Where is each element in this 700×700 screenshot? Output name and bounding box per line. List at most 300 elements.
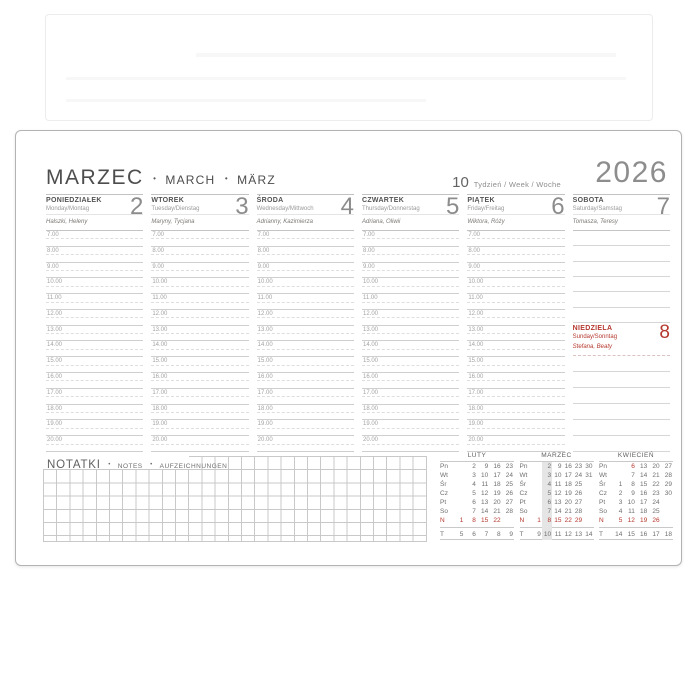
hour-slot [46, 420, 143, 436]
namedays: Stefana, Beaty [572, 344, 613, 350]
previous-page-edge [45, 14, 653, 121]
day-header [362, 193, 460, 220]
month-title-pl: MARZEC [46, 166, 144, 189]
date-cell: 11 [628, 508, 635, 515]
date-cell: 9 [631, 490, 635, 497]
bullet-icon: • [153, 174, 156, 183]
date-cell: 16 [493, 463, 501, 470]
hour-label: 10.00 [363, 279, 379, 286]
date-cell: 20 [652, 463, 660, 470]
ghost-showthrough-line [66, 77, 626, 80]
weekday-label: Pn [440, 463, 448, 470]
date-cell [583, 489, 593, 498]
date-cell: 30 [664, 490, 673, 497]
mini-calendar-row [520, 471, 594, 480]
day-number: 2 [129, 193, 144, 220]
hour-slot [151, 405, 248, 421]
hour-label: 12.00 [363, 310, 379, 317]
date-cell: 23 [652, 490, 660, 497]
day-number: 7 [656, 193, 670, 220]
hour-slot [362, 231, 459, 247]
notes-title-pl: NOTATKI [47, 459, 101, 471]
hour-slot [362, 373, 459, 389]
date-cell: 7 [472, 508, 476, 515]
date-cell: 18 [564, 481, 572, 488]
hour-label: 20.00 [47, 437, 63, 444]
weekday-label: Pt [519, 499, 526, 506]
date-cell [532, 489, 542, 498]
hour-slot [467, 373, 564, 389]
mini-calendar-row [440, 471, 514, 480]
date-cell: 25 [652, 508, 660, 515]
hour-label: 16.00 [47, 374, 63, 381]
date-cell: 23 [505, 463, 514, 470]
date-cell: 18 [639, 508, 648, 515]
hour-slot [257, 341, 354, 357]
hour-slot [151, 341, 248, 357]
day-column-friday [467, 194, 564, 452]
date-cell: 4 [618, 508, 623, 515]
date-cell: 5 [472, 490, 476, 497]
hour-label: 15.00 [47, 358, 63, 365]
hour-slot [362, 247, 459, 263]
hour-slot [151, 436, 248, 452]
notes-label-area [43, 454, 228, 471]
hour-label: 20.00 [152, 437, 168, 444]
hour-slot [46, 247, 143, 263]
mini-calendar-row [599, 516, 673, 525]
weekday-label: N [519, 517, 525, 524]
weekday-label: Śr [440, 481, 447, 488]
namedays: Tomasza, Teresy [573, 215, 670, 231]
hour-label: 12.00 [468, 310, 484, 317]
hour-label: 17.00 [257, 389, 273, 396]
hour-slot [257, 247, 354, 263]
hour-slot [362, 326, 459, 342]
ghost-showthrough-line [66, 99, 426, 102]
hour-label: 15.00 [152, 358, 168, 365]
weekday-label: So [440, 508, 448, 515]
hour-slot [46, 294, 143, 310]
date-cell [583, 480, 593, 489]
day-name: SOBOTA [572, 197, 604, 204]
week-number-cell: 7 [484, 531, 489, 538]
hour-label: 13.00 [468, 326, 484, 333]
mini-calendar-row [599, 507, 673, 516]
date-cell: 4 [472, 481, 476, 488]
hour-slot [467, 326, 564, 342]
week-caption: Tydzień / Week / Woche [473, 180, 561, 189]
date-cell: 24 [574, 472, 583, 479]
day-number: 4 [340, 193, 354, 220]
hour-grid [46, 231, 143, 452]
notes-title [47, 455, 227, 473]
date-cell: 1 [618, 481, 623, 488]
date-cell [532, 498, 542, 507]
hour-label: 17.00 [152, 389, 168, 396]
week-number-cell: 13 [574, 531, 583, 538]
hour-label: 16.00 [152, 374, 168, 381]
hour-slot [46, 310, 143, 326]
hour-label: 19.00 [152, 421, 168, 428]
date-cell: 6 [547, 499, 552, 506]
day-number: 3 [235, 193, 249, 220]
weekday-label: Wt [519, 472, 528, 479]
date-cell: 12 [554, 490, 562, 497]
date-cell [452, 471, 464, 480]
hour-slot [151, 420, 248, 436]
hour-slot [467, 357, 564, 373]
weekday-label: N [440, 517, 445, 524]
hour-label: 8.00 [468, 247, 481, 254]
day-name: NIEDZIELA [572, 325, 613, 332]
mini-calendar [520, 452, 594, 540]
date-cell: 19 [564, 490, 572, 497]
date-cell: 8 [472, 517, 476, 524]
hour-slot [151, 294, 248, 310]
namedays: Adriana, Oliwii [362, 215, 459, 231]
date-cell [532, 507, 542, 516]
hour-label: 10.00 [152, 279, 168, 286]
hour-slot [151, 247, 248, 263]
hour-label: 13.00 [152, 326, 168, 333]
mini-calendar-row [440, 516, 514, 525]
ruled-line [573, 356, 670, 372]
hour-label: 7.00 [152, 232, 165, 238]
mini-calendar-week-numbers-row [440, 528, 514, 537]
hour-slot [257, 405, 354, 421]
hour-slot [467, 310, 564, 326]
mini-calendar-row [440, 498, 514, 507]
week-number-cell: 12 [564, 531, 572, 538]
mini-calendar-row [440, 462, 514, 471]
date-cell: 15 [480, 517, 489, 524]
mini-calendar-row [520, 507, 594, 516]
date-cell: 22 [652, 481, 660, 488]
date-cell [452, 489, 464, 498]
date-cell [532, 462, 542, 471]
date-cell: 24 [505, 472, 514, 479]
hour-grid [467, 231, 564, 452]
hour-label: 10.00 [47, 279, 63, 286]
mini-calendar [599, 452, 673, 540]
weekday-label: N [599, 517, 604, 524]
hour-slot [362, 278, 459, 294]
date-cell [661, 516, 673, 525]
date-cell: 1 [537, 517, 541, 524]
namedays: Maryny, Tycjana [151, 215, 248, 231]
weekday-label: Cz [440, 490, 448, 497]
bullet-icon: • [224, 174, 228, 183]
mini-calendar-row [599, 462, 673, 471]
date-cell: 17 [639, 499, 648, 506]
hour-label: 11.00 [152, 295, 167, 302]
hour-slot [46, 357, 143, 373]
hour-label: 15.00 [363, 358, 379, 365]
date-cell: 7 [631, 472, 635, 479]
mini-calendar-row [440, 507, 514, 516]
hour-label: 17.00 [468, 389, 484, 396]
month-title [46, 166, 276, 190]
hour-label: 9.00 [47, 263, 59, 270]
date-cell: 14 [639, 472, 648, 479]
hour-label: 18.00 [47, 405, 63, 412]
date-cell: 3 [547, 472, 552, 479]
saturday-sunday-area [573, 231, 670, 452]
date-cell: 8 [631, 481, 635, 488]
hour-slot [362, 420, 459, 436]
day-column-saturday [573, 194, 670, 452]
day-name-translations: Saturday/Samstag [572, 206, 623, 212]
date-cell: 19 [639, 517, 648, 524]
namedays: Halszki, Heleny [46, 215, 143, 231]
mini-calendar-row [520, 462, 594, 471]
date-cell: 10 [554, 472, 562, 479]
notes-title-en: NOTES [117, 463, 143, 470]
day-column-tuesday [151, 194, 248, 452]
ruled-line [573, 277, 670, 292]
date-cell: 26 [574, 490, 583, 497]
date-cell: 6 [631, 463, 635, 470]
date-cell: 9 [557, 463, 562, 470]
weekday-label: T [440, 531, 444, 538]
date-cell [532, 480, 542, 489]
hour-slot [467, 294, 564, 310]
date-cell: 6 [472, 499, 476, 506]
ruled-line [573, 308, 670, 323]
ruled-line [573, 372, 670, 388]
date-cell: 25 [505, 481, 514, 488]
date-cell [502, 516, 514, 525]
date-cell: 21 [493, 508, 501, 515]
hour-slot [362, 357, 459, 373]
hour-slot [362, 294, 459, 310]
namedays: Wiktora, Róży [467, 215, 564, 231]
date-cell: 3 [618, 499, 623, 506]
year: 2026 [595, 156, 668, 189]
mini-calendar-row [599, 489, 673, 498]
weekday-label: Pn [599, 463, 607, 470]
hour-slot [362, 341, 459, 357]
date-cell: 9 [484, 463, 489, 470]
date-cell [452, 507, 464, 516]
date-cell: 29 [664, 481, 673, 488]
hour-label: 18.00 [257, 405, 273, 412]
date-cell: 4 [547, 481, 552, 488]
namedays: Adrianny, Kazimierza [257, 215, 354, 231]
hour-slot [257, 420, 354, 436]
hour-label: 8.00 [363, 247, 375, 254]
mini-calendar-row [520, 489, 594, 498]
ruled-line [573, 436, 670, 452]
ruled-lines [573, 356, 670, 452]
hour-slot [46, 263, 143, 279]
hour-label: 16.00 [363, 374, 379, 381]
day-header [467, 193, 565, 220]
weekday-label: Śr [599, 481, 606, 488]
week-number-cell: 17 [652, 531, 660, 538]
hour-label: 19.00 [257, 421, 273, 428]
mini-calendar-row [440, 489, 514, 498]
hour-slot [46, 373, 143, 389]
date-cell: 27 [574, 499, 583, 506]
date-cell [452, 480, 464, 489]
day-column-monday [46, 194, 143, 452]
hour-slot [46, 389, 143, 405]
date-cell: 13 [554, 499, 562, 506]
divider [599, 539, 673, 540]
mini-calendar-week-numbers-row [599, 528, 673, 537]
week-info [452, 174, 561, 191]
bullet-icon: • [108, 462, 111, 468]
weekday-label: Wt [440, 472, 448, 479]
week-number-cell: 6 [472, 531, 476, 538]
hour-slot [467, 263, 564, 279]
hour-label: 9.00 [152, 263, 165, 270]
date-cell: 7 [547, 508, 552, 515]
hour-slot [151, 389, 248, 405]
hour-label: 16.00 [468, 374, 484, 381]
hour-label: 8.00 [257, 247, 270, 254]
mini-calendar-row [520, 516, 594, 525]
date-cell: 29 [574, 517, 583, 524]
date-cell: 5 [618, 517, 623, 524]
date-cell [583, 498, 593, 507]
hour-label: 14.00 [257, 342, 273, 349]
hour-slot [257, 357, 354, 373]
hour-label: 19.00 [468, 421, 484, 428]
hour-label: 8.00 [152, 247, 165, 254]
hour-slot [151, 231, 248, 247]
hour-label: 17.00 [47, 389, 63, 396]
hour-slot [257, 310, 354, 326]
day-name-translations: Tuesday/Dienstag [151, 206, 200, 212]
date-cell: 28 [505, 508, 514, 515]
hour-label: 7.00 [257, 232, 270, 238]
hour-label: 7.00 [468, 232, 481, 238]
day-name: CZWARTEK [362, 197, 405, 204]
hour-slot [257, 263, 354, 279]
hour-label: 15.00 [257, 358, 273, 365]
ruled-line [573, 246, 670, 261]
hour-slot [467, 341, 564, 357]
date-cell [452, 462, 464, 471]
day-header [151, 193, 249, 220]
hour-slot [467, 231, 564, 247]
day-name-translations: Thursday/Donnerstag [362, 206, 420, 212]
mini-calendar-row [520, 480, 594, 489]
date-cell: 11 [554, 481, 562, 488]
week-number-cell: 5 [459, 531, 464, 538]
ruled-line [573, 404, 670, 420]
hour-slot [257, 436, 354, 452]
hour-label: 14.00 [363, 342, 379, 349]
day-name-translations: Wednesday/Mittwoch [256, 206, 314, 212]
day-name: PONIEDZIAŁEK [46, 197, 102, 204]
week-number-cell: 9 [537, 531, 541, 538]
hour-label: 12.00 [152, 310, 168, 317]
notes-title-de: AUFZEICHNUNGEN [159, 463, 228, 470]
date-cell [452, 498, 464, 507]
weekday-label: Pt [440, 499, 447, 506]
hour-label: 12.00 [47, 310, 63, 317]
weekday-label: Pt [599, 499, 606, 506]
date-cell: 16 [639, 490, 648, 497]
hour-slot [467, 436, 564, 452]
day-name-translations: Monday/Montag [46, 206, 90, 212]
date-cell: 11 [481, 481, 489, 488]
mini-calendar-row [599, 471, 673, 480]
day-column-thursday [362, 194, 459, 452]
week-grid [46, 194, 670, 451]
hour-slot [151, 310, 248, 326]
hour-slot [362, 389, 459, 405]
date-cell: 5 [547, 490, 552, 497]
hour-slot [362, 436, 459, 452]
date-cell: 13 [639, 463, 648, 470]
mini-calendar [440, 452, 514, 540]
date-cell: 14 [554, 508, 562, 515]
mini-calendar-row [440, 480, 514, 489]
date-cell: 13 [480, 499, 489, 506]
hour-label: 14.00 [47, 342, 63, 349]
hour-label: 13.00 [257, 326, 273, 333]
hour-slot [467, 247, 564, 263]
hour-label: 13.00 [363, 326, 379, 333]
week-number-cell: 14 [585, 531, 593, 538]
hour-label: 19.00 [363, 421, 379, 428]
mini-calendar-row [520, 498, 594, 507]
hour-label: 20.00 [468, 437, 484, 444]
hour-label: 19.00 [47, 421, 63, 428]
hour-slot [46, 341, 143, 357]
hour-label: 14.00 [468, 342, 484, 349]
hour-slot [362, 405, 459, 421]
month-title-de: MÄRZ [237, 173, 276, 187]
weekday-label: Cz [599, 490, 607, 497]
weekday-label: Cz [519, 490, 528, 497]
day-header [572, 193, 670, 220]
day-header [46, 193, 144, 220]
date-cell: 15 [639, 481, 648, 488]
weekday-label: Pn [519, 463, 528, 470]
date-cell [661, 498, 673, 507]
week-number-cell: 8 [497, 531, 501, 538]
week-number-cell: 18 [664, 531, 673, 538]
hour-label: 8.00 [47, 247, 59, 254]
date-cell: 17 [564, 472, 572, 479]
hour-label: 13.00 [47, 326, 63, 333]
ruled-lines [573, 231, 670, 323]
ghost-showthrough-line [196, 53, 616, 57]
day-name: PIĄTEK [467, 197, 495, 204]
date-cell: 30 [585, 463, 593, 470]
hour-label: 11.00 [47, 295, 62, 302]
date-cell: 24 [652, 499, 660, 506]
weekday-label: So [599, 508, 607, 515]
date-cell: 1 [459, 517, 464, 524]
ruled-line [573, 262, 670, 277]
day-column-wednesday [257, 194, 354, 452]
hour-slot [46, 231, 143, 247]
hour-label: 20.00 [257, 437, 273, 444]
hour-grid [362, 231, 459, 452]
date-cell: 10 [627, 499, 635, 506]
date-cell [611, 462, 623, 471]
hour-slot [46, 278, 143, 294]
divider [440, 539, 514, 540]
week-number-cell: 15 [627, 531, 635, 538]
